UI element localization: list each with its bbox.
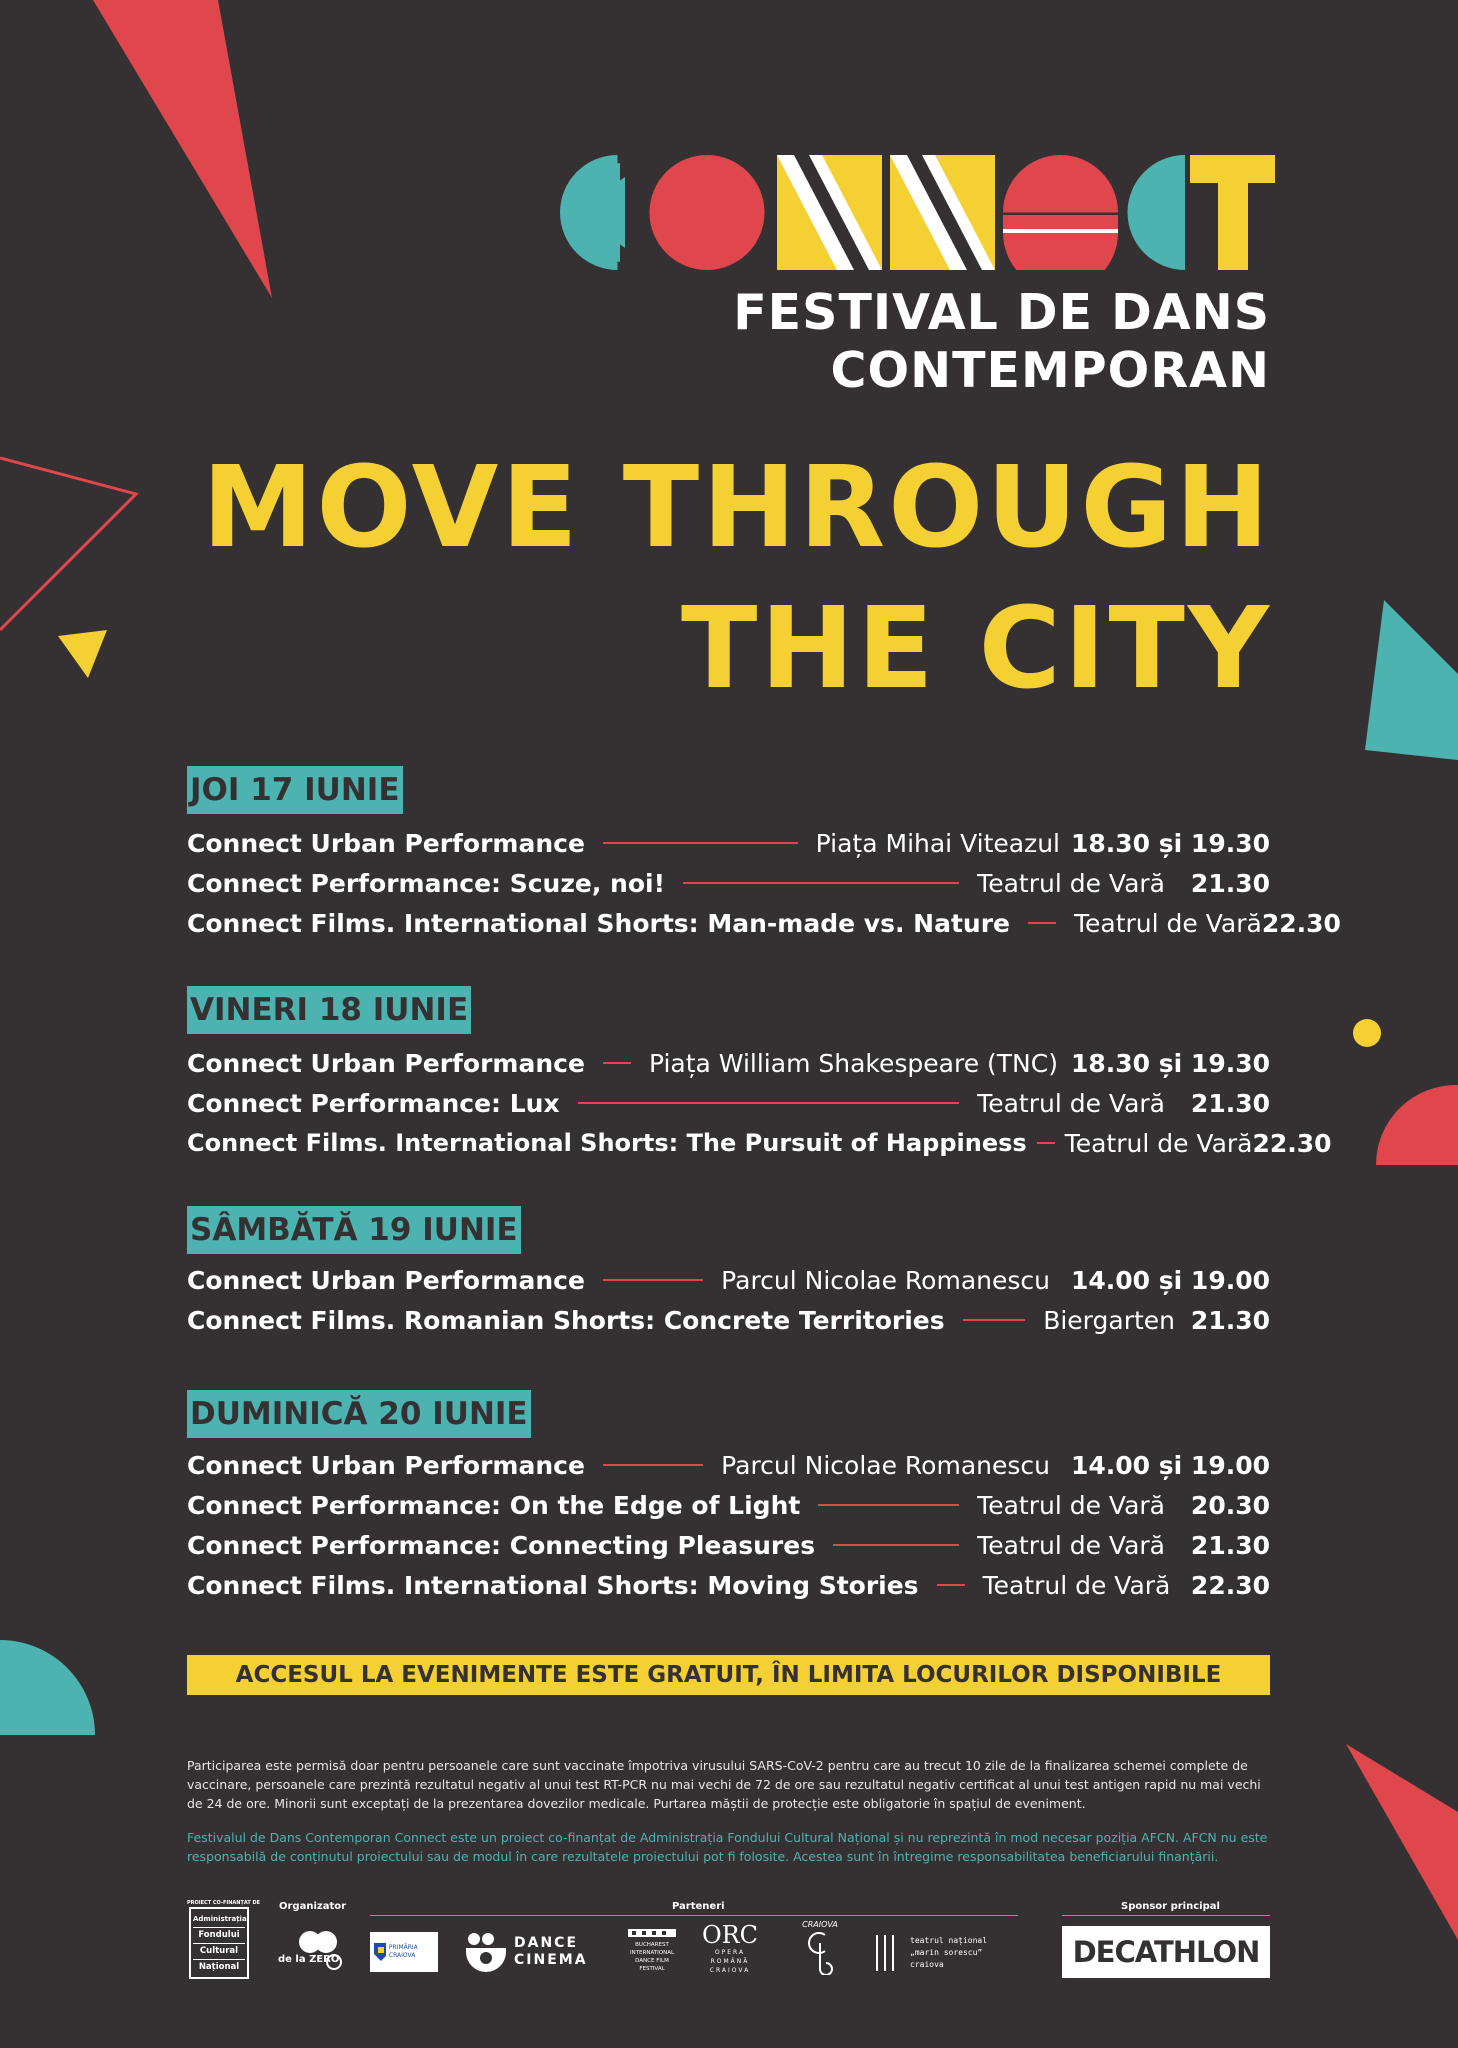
columns-icon [872, 1933, 902, 1973]
event-divider-line [937, 1584, 965, 1586]
event-time: 21.30 [1190, 868, 1270, 898]
event-divider-line [603, 1464, 703, 1466]
organizer-label: Organizator [279, 1901, 347, 1912]
logo-letter-n2 [890, 155, 995, 270]
craiova-script-icon [797, 1929, 843, 1975]
main-sponsor-underline [1062, 1915, 1270, 1916]
event-divider-line [603, 1279, 703, 1281]
event-venue: Teatrul de Vară [977, 1088, 1165, 1118]
event-title: Connect Performance: On the Edge of Light [187, 1490, 801, 1520]
de-la-zero-logo: de la ZERO [278, 1928, 342, 1972]
coat-of-arms-icon [373, 1942, 386, 1962]
event-venue: Piața William Shakespeare (TNC) [648, 1048, 1058, 1078]
event-venue: Parcul Nicolae Romanescu [721, 1450, 1050, 1480]
primaria-craiova-logo: PRIMĂRIA CRAIOVA [370, 1932, 438, 1972]
logo-letter-t [1190, 155, 1275, 270]
event-row [187, 1445, 1270, 1485]
event-divider-line [1037, 1142, 1055, 1144]
event-title: Connect Urban Performance [187, 1265, 585, 1295]
logo-letter-n1 [777, 155, 882, 270]
event-time: 21.30 [1190, 1305, 1270, 1335]
day-header: DUMINICĂ 20 IUNIE [187, 1390, 531, 1438]
connect-logo [560, 155, 1275, 270]
event-row [187, 903, 1341, 943]
event-venue: Biergarten [1043, 1305, 1175, 1335]
event-divider-line [603, 1062, 631, 1064]
event-venue: Teatrul de Vară [982, 1570, 1171, 1600]
teal-semicircle-left [0, 1640, 95, 1735]
day-header: VINERI 18 IUNIE [187, 986, 471, 1034]
logo-letter-o [650, 155, 765, 270]
event-time: 18.30 și 19.30 [1070, 828, 1270, 858]
event-divider-line [833, 1544, 959, 1546]
event-title: Connect Films. Romanian Shorts: Concrete Territories [187, 1305, 945, 1335]
event-divider-line [683, 882, 959, 884]
slogan-line1: MOVE THROUGH [201, 443, 1272, 573]
yellow-triangle-left [58, 630, 107, 678]
event-row [187, 1525, 1270, 1565]
event-title: Connect Films. International Shorts: The Pursuit of Happiness [187, 1129, 1027, 1157]
dance-cinema-icon [464, 1930, 508, 1974]
red-outline-triangle-left [0, 458, 136, 630]
red-semicircle-right [1376, 1085, 1458, 1165]
event-time: 20.30 [1190, 1490, 1270, 1520]
funded-by-label: PROIECT CO-FINANȚAT DE [187, 1900, 261, 1906]
day-header: JOI 17 IUNIE [187, 766, 403, 814]
yellow-dot-right [1353, 1019, 1381, 1047]
festival-title-line2: CONTEMPORAN [830, 342, 1270, 399]
event-divider-line [818, 1504, 959, 1506]
event-divider-line [603, 842, 798, 844]
partners-label: Parteneri [672, 1901, 725, 1912]
opera-craiova-logo: ORC OPERA ROMÂNĂ CRAIOVA [701, 1921, 759, 1974]
day-header: SÂMBĂTĂ 19 IUNIE [187, 1206, 521, 1254]
teal-triangle-right [1365, 600, 1458, 760]
event-venue: Teatrul de Vară [977, 1530, 1165, 1560]
event-time: 22.30 [1261, 908, 1341, 938]
event-venue: Teatrul de Vară [1073, 908, 1262, 938]
event-row [187, 1485, 1270, 1525]
de-la-zero-icon [278, 1928, 342, 1972]
film-strip-icon [628, 1929, 676, 1937]
event-divider-line [1028, 922, 1056, 924]
event-row [187, 823, 1270, 863]
event-title: Connect Performance: Connecting Pleasures [187, 1530, 816, 1560]
event-row [187, 1123, 1332, 1163]
logo-letter-c2 [1128, 155, 1185, 270]
event-row [187, 1565, 1270, 1605]
event-row [187, 1043, 1270, 1083]
event-venue: Piața Mihai Viteazul [815, 828, 1060, 858]
event-venue: Teatrul de Vară [1064, 1128, 1253, 1158]
teatrul-national-logo: teatrul național „marin sorescu” craiova [872, 1930, 1022, 1976]
event-time: 22.30 [1190, 1570, 1270, 1600]
event-time: 22.30 [1252, 1128, 1332, 1158]
red-triangle-bottom-right [1346, 1744, 1458, 1940]
event-row [187, 1300, 1270, 1340]
craiova-logo: CRAIOVA [797, 1920, 843, 1980]
logo-letter-e [1003, 155, 1118, 270]
event-title: Connect Performance: Lux [187, 1088, 560, 1118]
free-access-notice: ACCESUL LA EVENIMENTE ESTE GRATUIT, ÎN LIMITA LOCURILOR DISPONIBILE [187, 1655, 1270, 1695]
event-venue: Teatrul de Vară [977, 868, 1165, 898]
slogan-line2: THE CITY [681, 584, 1272, 714]
event-time: 18.30 și 19.30 [1070, 1048, 1270, 1078]
event-row [187, 1083, 1270, 1123]
red-triangle-top-left [93, 0, 272, 298]
orc-monogram: ORC [701, 1921, 759, 1949]
dance-cinema-logo: DANCE CINEMA [464, 1930, 604, 1974]
event-venue: Parcul Nicolae Romanescu [721, 1265, 1050, 1295]
event-title: Connect Performance: Scuze, noi! [187, 868, 666, 898]
event-time: 21.30 [1190, 1088, 1270, 1118]
event-divider-line [578, 1102, 960, 1104]
bidff-logo: BUCHAREST INTERNATIONAL DANCE FILM FESTIVAL [628, 1922, 676, 1978]
event-title: Connect Urban Performance [187, 828, 585, 858]
health-requirements-text: Participarea este permisă doar pentru persoanele care sunt vaccinate împotriva virusului SARS-CoV-2 pentru care au trecut 10 zile de la finalizarea schemei complete de vaccinare, persoanele care prezintă rezultatul negativ al unui test RT-PCR nu mai vechi de 72 de ore sau rezultatul negativ certificat al unui test antigen rapid nu mai vechi de 24 de ore. Minorii sunt exceptați de la prezentarea dovezilor medicale. Purtarea măștii de protecție este obligatorie în spațiul de eveniment. [187, 1758, 1261, 1811]
event-time: 14.00 și 19.00 [1070, 1450, 1270, 1480]
decathlon-logo: DECATHLON [1062, 1926, 1270, 1978]
event-row [187, 863, 1270, 903]
event-title: Connect Urban Performance [187, 1450, 585, 1480]
festival-title-line1: FESTIVAL DE DANS [733, 284, 1270, 341]
event-time: 21.30 [1190, 1530, 1270, 1560]
partners-underline [370, 1915, 1018, 1916]
event-title: Connect Films. International Shorts: Man-made vs. Nature [187, 908, 1010, 938]
main-sponsor-label: Sponsor principal [1121, 1901, 1220, 1912]
funding-disclaimer-text: Festivalul de Dans Contemporan Connect este un proiect co-finanțat de Administrația Fondului Cultural Național și nu reprezintă în mod necesar poziția AFCN. AFCN nu este responsabilă de conținutul proiectului sau de modul în care rezultatele proiectului pot fi folosite. Acestea sunt în întregime responsabilitatea beneficiarului finanțării. [187, 1830, 1268, 1864]
event-time: 14.00 și 19.00 [1070, 1265, 1270, 1295]
event-venue: Teatrul de Vară [977, 1490, 1165, 1520]
event-title: Connect Films. International Shorts: Moving Stories [187, 1570, 919, 1600]
afcn-logo: Administrația Fondului Cultural Național [189, 1907, 249, 1979]
event-row [187, 1260, 1270, 1300]
event-title: Connect Urban Performance [187, 1048, 585, 1078]
event-divider-line [963, 1319, 1026, 1321]
